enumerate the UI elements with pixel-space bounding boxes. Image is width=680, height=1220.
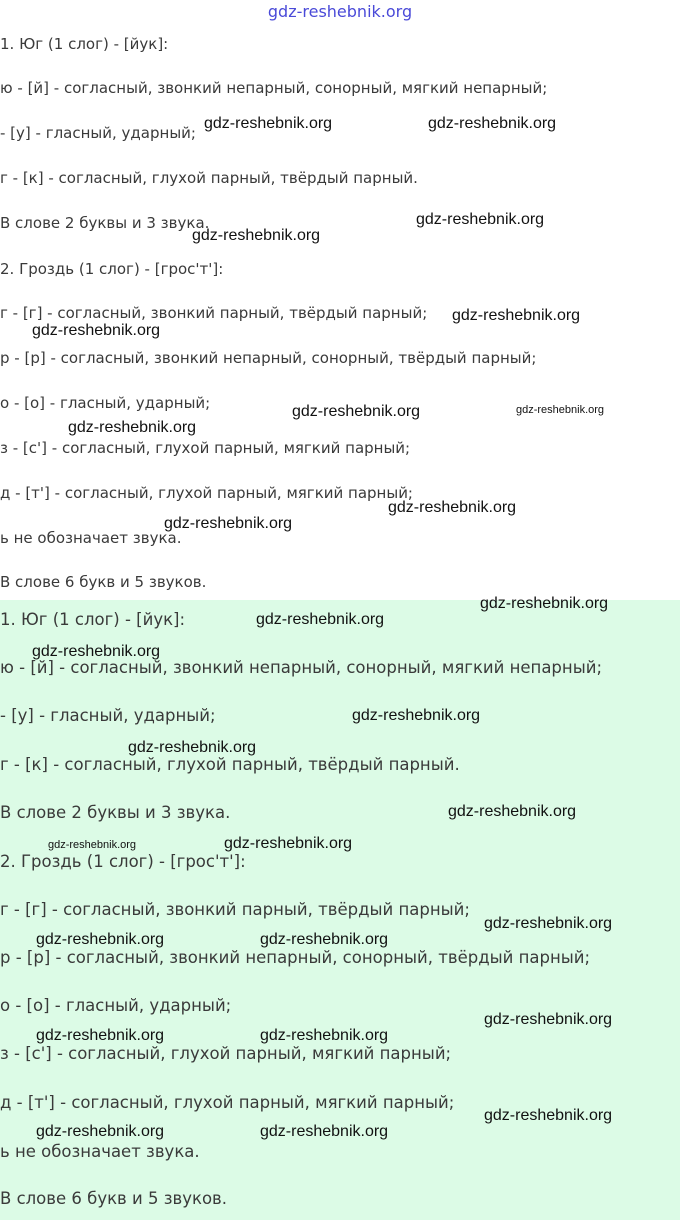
watermark-text: gdz-reshebnik.org bbox=[452, 307, 581, 324]
answer-line: ю - [й] - согласный, звонкий непарный, сонорный, мягкий непарный; bbox=[0, 658, 603, 677]
watermark-text: gdz-reshebnik.org bbox=[68, 419, 197, 436]
watermark-text: gdz-reshebnik.org bbox=[352, 707, 481, 724]
answer-line: 1. Юг (1 слог) - [йук]: bbox=[0, 610, 186, 629]
watermark-text: gdz-reshebnik.org bbox=[484, 1107, 613, 1124]
watermark-text: gdz-reshebnik.org bbox=[224, 835, 353, 852]
answer-line: г - [г] - согласный, звонкий парный, твёрдый парный; bbox=[0, 304, 428, 322]
answer-line: о - [о] - гласный, ударный; bbox=[0, 996, 232, 1015]
answer-line: 2. Гроздь (1 слог) - [грос'т']: bbox=[0, 852, 246, 871]
answer-line: г - [к] - согласный, глухой парный, твёрдый парный. bbox=[0, 755, 460, 774]
watermark-text: gdz-reshebnik.org bbox=[128, 739, 257, 756]
watermark-text: gdz-reshebnik.org bbox=[36, 1123, 165, 1140]
answer-line: В слове 2 буквы и 3 звука. bbox=[0, 803, 231, 822]
watermark-text: gdz-reshebnik.org bbox=[448, 803, 577, 820]
answer-line: г - [к] - согласный, глухой парный, твёрдый парный. bbox=[0, 169, 418, 187]
watermark-text: gdz-reshebnik.org bbox=[484, 1011, 613, 1028]
answer-line: д - [т'] - согласный, глухой парный, мягкий парный; bbox=[0, 484, 413, 502]
watermark-text: gdz-reshebnik.org bbox=[480, 595, 609, 612]
answer-line: ю - [й] - согласный, звонкий непарный, сонорный, мягкий непарный; bbox=[0, 79, 548, 97]
watermark-text: gdz-reshebnik.org bbox=[484, 915, 613, 932]
watermark-text: gdz-reshebnik.org bbox=[260, 931, 389, 948]
watermark-text: gdz-reshebnik.org bbox=[36, 1027, 165, 1044]
answer-line: о - [о] - гласный, ударный; bbox=[0, 394, 211, 412]
answer-line: В слове 6 букв и 5 звуков. bbox=[0, 1189, 228, 1208]
answer-line: з - [с'] - согласный, глухой парный, мягкий парный; bbox=[0, 439, 411, 457]
answer-line: р - [р] - согласный, звонкий непарный, сонорный, твёрдый парный; bbox=[0, 948, 591, 967]
watermark-text: gdz-reshebnik.org bbox=[192, 227, 321, 244]
answer-line: В слове 6 букв и 5 звуков. bbox=[0, 573, 207, 591]
answer-line: 2. Гроздь (1 слог) - [грос'т']: bbox=[0, 260, 224, 278]
watermark-text: gdz-reshebnik.org bbox=[388, 499, 517, 516]
watermark-text: gdz-reshebnik.org bbox=[164, 515, 293, 532]
site-header-link[interactable]: gdz-reshebnik.org bbox=[267, 2, 413, 21]
watermark-text: gdz-reshebnik.org bbox=[36, 931, 165, 948]
answer-line: ь не обозначает звука. bbox=[0, 529, 182, 547]
answer-line: - [у] - гласный, ударный; bbox=[0, 124, 196, 142]
watermark-text: gdz-reshebnik.org bbox=[204, 115, 333, 132]
watermark-text: gdz-reshebnik.org bbox=[256, 611, 385, 628]
answer-line: В слове 2 буквы и 3 звука. bbox=[0, 214, 210, 232]
watermark-text: gdz-reshebnik.org bbox=[260, 1123, 389, 1140]
watermark-text: gdz-reshebnik.org bbox=[416, 211, 545, 228]
answer-line: 1. Юг (1 слог) - [йук]: bbox=[0, 35, 169, 53]
answer-line: - [у] - гласный, ударный; bbox=[0, 706, 216, 725]
answer-line: д - [т'] - согласный, глухой парный, мягкий парный; bbox=[0, 1093, 455, 1112]
watermark-text: gdz-reshebnik.org bbox=[32, 643, 161, 660]
answer-line: ь не обозначает звука. bbox=[0, 1142, 200, 1161]
watermark-text: gdz-reshebnik.org bbox=[48, 839, 137, 851]
watermark-text: gdz-reshebnik.org bbox=[428, 115, 557, 132]
watermark-text: gdz-reshebnik.org bbox=[260, 1027, 389, 1044]
watermark-text: gdz-reshebnik.org bbox=[292, 403, 421, 420]
answer-line: з - [с'] - согласный, глухой парный, мягкий парный; bbox=[0, 1044, 452, 1063]
watermark-text: gdz-reshebnik.org bbox=[516, 404, 605, 416]
watermark-text: gdz-reshebnik.org bbox=[32, 322, 161, 339]
answer-line: р - [р] - согласный, звонкий непарный, сонорный, твёрдый парный; bbox=[0, 349, 537, 367]
answer-line: г - [г] - согласный, звонкий парный, твёрдый парный; bbox=[0, 900, 470, 919]
